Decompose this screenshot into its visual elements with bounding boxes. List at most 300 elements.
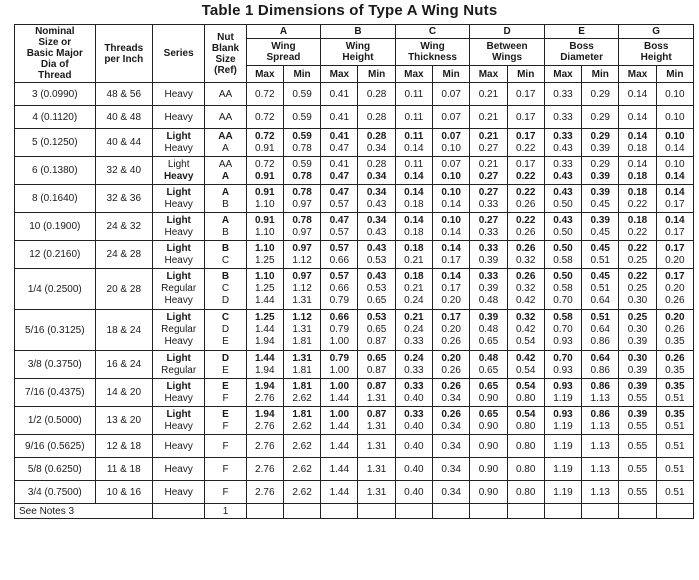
max-cell [321, 269, 358, 310]
table-row [15, 269, 694, 310]
max-cell-value: 0.33 [404, 336, 424, 347]
notes-empty-cell [582, 504, 619, 519]
min-cell-value: 0.26 [441, 336, 461, 347]
min-cell-value: 0.26 [665, 324, 685, 335]
max-cell-value: 0.40 [404, 440, 424, 452]
min-cell-value: 0.35 [665, 380, 685, 392]
min-cell [358, 213, 395, 241]
header-group-name-line: Spread [266, 52, 301, 63]
blank-size-cell [205, 83, 246, 106]
min-cell-value: 0.39 [590, 214, 610, 226]
min-cell-value: 0.14 [665, 142, 685, 154]
min-cell-value: 0.07 [441, 111, 461, 123]
max-cell [544, 241, 581, 269]
min-cell [433, 481, 470, 504]
min-cell-value: 0.17 [665, 198, 685, 210]
max-cell-value: 1.10 [255, 198, 275, 210]
min-cell-value: 0.14 [441, 226, 461, 238]
series-cell [152, 185, 204, 213]
min-cell-value: 0.35 [665, 336, 685, 347]
max-cell-value: 0.33 [553, 111, 573, 123]
max-cell-value: 0.33 [553, 88, 573, 100]
blank-size-cell-value: E [222, 380, 229, 392]
max-cell-value: 0.48 [478, 352, 499, 364]
max-cell [246, 435, 283, 458]
min-cell-value: 0.20 [665, 283, 685, 294]
max-cell [544, 481, 581, 504]
max-cell-value: 0.91 [255, 214, 275, 226]
min-cell-value: 0.26 [515, 271, 536, 282]
min-cell-value: 2.62 [292, 486, 312, 498]
max-cell [619, 83, 656, 106]
max-cell-value: 0.21 [404, 254, 424, 266]
max-cell-value: 0.50 [553, 198, 573, 210]
min-cell-value: 0.86 [590, 408, 610, 420]
wing-nut-dimensions-table [14, 24, 694, 519]
max-cell-value: 0.24 [404, 352, 424, 364]
max-cell [544, 379, 581, 407]
series-cell-value: Light [166, 130, 191, 142]
max-cell [395, 481, 432, 504]
header-group-letter: A [246, 25, 321, 39]
min-cell-value: 0.28 [366, 88, 387, 100]
min-cell [582, 213, 619, 241]
min-cell-value: 0.34 [366, 214, 387, 226]
max-cell [246, 458, 283, 481]
min-cell [433, 379, 470, 407]
max-cell-value: 0.93 [553, 380, 573, 392]
header-nominal-size-line: Thread [38, 70, 72, 81]
min-cell-value: 0.14 [441, 271, 461, 282]
max-cell-value: 0.50 [553, 226, 573, 238]
series-cell-value: Light [166, 186, 191, 198]
notes-empty-cell [395, 504, 432, 519]
min-cell-value: 0.53 [366, 312, 387, 323]
max-cell-value: 0.27 [478, 170, 499, 182]
min-cell [507, 83, 544, 106]
series-cell-value: Heavy [164, 392, 193, 404]
series-cell-value: Heavy [164, 88, 193, 100]
blank-size-cell-value: D [221, 295, 230, 306]
max-cell-value: 0.50 [553, 271, 573, 282]
max-cell-value: 0.57 [329, 198, 350, 210]
header-group-name-line: Boss [569, 41, 594, 52]
blank-size-cell-value: F [222, 420, 229, 432]
max-cell [544, 458, 581, 481]
notes-row [15, 504, 694, 519]
min-cell [582, 106, 619, 129]
min-cell-value: 0.87 [366, 380, 387, 392]
max-cell [619, 310, 656, 351]
series-cell-value: Heavy [164, 463, 193, 475]
max-cell-value: 0.14 [404, 142, 424, 154]
min-cell-value: 1.13 [590, 463, 610, 475]
threads-per-inch-cell: 24 & 32 [95, 213, 152, 241]
series-cell-value: Heavy [164, 254, 193, 266]
min-cell-value: 0.42 [515, 324, 536, 335]
header-group-name-line: Wing [420, 41, 445, 52]
max-cell [544, 106, 581, 129]
max-cell-value: 0.11 [404, 130, 424, 142]
blank-size-cell [205, 310, 246, 351]
min-cell [283, 407, 320, 435]
min-cell-value: 0.29 [590, 88, 610, 100]
min-cell-value: 2.62 [292, 463, 312, 475]
min-cell [507, 407, 544, 435]
max-cell-value: 0.50 [553, 242, 573, 254]
min-cell-value: 0.51 [665, 420, 685, 432]
min-cell-value: 0.39 [590, 186, 610, 198]
max-cell-value: 0.27 [478, 142, 499, 154]
series-cell [152, 241, 204, 269]
series-cell-value: Regular [161, 364, 197, 376]
max-cell [321, 351, 358, 379]
min-cell-value: 0.65 [366, 324, 387, 335]
min-cell [656, 407, 693, 435]
min-cell [582, 407, 619, 435]
min-cell [433, 241, 470, 269]
min-cell-value: 0.10 [441, 170, 461, 182]
min-cell-value: 0.29 [590, 130, 610, 142]
max-cell-value: 0.91 [255, 186, 275, 198]
min-cell-value: 0.26 [441, 408, 461, 420]
nominal-size-cell: 1/4 (0.2500) [15, 269, 96, 310]
min-cell-value: 0.87 [366, 408, 387, 420]
max-cell [470, 106, 507, 129]
max-cell-value: 0.55 [627, 486, 648, 498]
max-cell-value: 1.19 [553, 392, 573, 404]
max-cell-value: 0.70 [553, 324, 573, 335]
max-cell-value: 0.22 [627, 242, 648, 254]
header-group-name [544, 39, 619, 66]
header-nominal-size-line: Dia of [40, 59, 69, 70]
notes-empty-cell [544, 504, 581, 519]
min-cell-value: 0.10 [441, 142, 461, 154]
max-cell [321, 435, 358, 458]
header-group-name [619, 39, 694, 66]
min-cell [507, 379, 544, 407]
blank-size-cell-value: C [221, 312, 230, 323]
min-cell [433, 310, 470, 351]
max-cell-value: 0.18 [404, 271, 424, 282]
min-cell [283, 458, 320, 481]
max-cell-value: 0.18 [404, 226, 424, 238]
min-cell-value: 1.12 [292, 283, 312, 294]
header-nominal-size-line: Basic Major [26, 48, 83, 59]
max-cell-value: 0.39 [627, 380, 648, 392]
max-cell-value: 0.55 [627, 392, 648, 404]
threads-per-inch-cell: 20 & 28 [95, 269, 152, 310]
table-title: Table 1 Dimensions of Type A Wing Nuts [201, 2, 498, 19]
table-row [15, 129, 694, 157]
min-cell-value: 0.35 [665, 364, 685, 376]
min-cell [283, 129, 320, 157]
max-cell-value: 1.19 [553, 463, 573, 475]
series-cell-value: Regular [161, 283, 197, 294]
min-cell-value: 0.32 [515, 283, 536, 294]
blank-size-cell [205, 407, 246, 435]
max-cell-value: 0.18 [404, 198, 424, 210]
max-cell [395, 435, 432, 458]
header-group-name-line: Wing [345, 41, 371, 52]
min-cell-value: 0.39 [590, 170, 610, 182]
max-cell [395, 310, 432, 351]
min-cell-value: 0.17 [515, 130, 536, 142]
notes-empty-cell [619, 504, 656, 519]
notes-empty-cell [358, 504, 395, 519]
max-cell [321, 185, 358, 213]
min-cell-value: 0.86 [590, 380, 610, 392]
min-cell-value: 0.51 [665, 440, 685, 452]
header-max: Max [544, 66, 581, 83]
threads-per-inch-cell: 14 & 20 [95, 379, 152, 407]
min-cell-value: 0.14 [441, 198, 461, 210]
max-cell-value: 1.10 [255, 242, 275, 254]
max-cell [246, 269, 283, 310]
max-cell [395, 407, 432, 435]
min-cell [582, 435, 619, 458]
series-cell [152, 106, 204, 129]
header-group-name-line: Thickness [408, 52, 457, 63]
min-cell-value: 0.65 [366, 352, 387, 364]
max-cell [544, 351, 581, 379]
min-cell [433, 185, 470, 213]
max-cell-value: 0.14 [627, 158, 648, 170]
min-cell-value: 1.31 [366, 463, 387, 475]
min-cell [507, 129, 544, 157]
min-cell-value: 0.10 [665, 88, 685, 100]
min-cell [656, 310, 693, 351]
max-cell [619, 106, 656, 129]
table-row [15, 106, 694, 129]
max-cell-value: 0.43 [553, 186, 573, 198]
table-row [15, 185, 694, 213]
min-cell-value: 0.17 [441, 312, 461, 323]
series-cell-value: Heavy [164, 336, 193, 347]
max-cell-value: 1.00 [329, 380, 350, 392]
min-cell [507, 157, 544, 185]
min-cell [283, 435, 320, 458]
threads-per-inch-cell: 40 & 48 [95, 106, 152, 129]
max-cell [246, 213, 283, 241]
min-cell-value: 0.32 [515, 312, 536, 323]
max-cell-value: 0.90 [478, 392, 499, 404]
max-cell [544, 213, 581, 241]
max-cell-value: 0.33 [478, 226, 499, 238]
min-cell-value: 0.26 [441, 364, 461, 376]
table-row [15, 83, 694, 106]
min-cell-value: 0.97 [292, 271, 312, 282]
min-cell [358, 351, 395, 379]
max-cell [470, 185, 507, 213]
max-cell-value: 1.44 [329, 420, 350, 432]
min-cell [582, 351, 619, 379]
min-cell [358, 83, 395, 106]
threads-per-inch-cell: 24 & 28 [95, 241, 152, 269]
max-cell [395, 379, 432, 407]
header-group-letter: D [470, 25, 545, 39]
min-cell [358, 379, 395, 407]
max-cell [246, 379, 283, 407]
max-cell-value: 0.30 [627, 324, 648, 335]
max-cell-value: 0.21 [478, 111, 499, 123]
min-cell [656, 83, 693, 106]
max-cell-value: 0.25 [627, 254, 648, 266]
min-cell-value: 0.78 [292, 214, 312, 226]
blank-size-cell [205, 379, 246, 407]
min-cell-value: 0.10 [441, 214, 461, 226]
max-cell [470, 241, 507, 269]
min-cell-value: 0.14 [665, 170, 685, 182]
max-cell [321, 407, 358, 435]
max-cell-value: 0.18 [404, 242, 424, 254]
table-row [15, 379, 694, 407]
series-cell [152, 351, 204, 379]
min-cell-value: 0.20 [441, 352, 461, 364]
min-cell-value: 0.51 [590, 312, 610, 323]
min-cell [283, 241, 320, 269]
min-cell-value: 0.42 [515, 352, 536, 364]
max-cell-value: 1.10 [255, 226, 275, 238]
max-cell [470, 83, 507, 106]
max-cell [321, 129, 358, 157]
min-cell-value: 1.13 [590, 486, 610, 498]
min-cell-value: 0.43 [366, 198, 387, 210]
series-cell [152, 379, 204, 407]
min-cell [507, 351, 544, 379]
min-cell-value: 0.34 [441, 463, 461, 475]
min-cell [656, 185, 693, 213]
max-cell [470, 458, 507, 481]
threads-per-inch-cell: 16 & 24 [95, 351, 152, 379]
max-cell [246, 481, 283, 504]
min-cell-value: 0.26 [515, 198, 536, 210]
min-cell-value: 0.54 [515, 336, 536, 347]
min-cell-value: 0.51 [665, 463, 685, 475]
header-group-letter: G [619, 25, 694, 39]
notes-empty-cell [433, 504, 470, 519]
min-cell-value: 0.32 [515, 254, 536, 266]
threads-per-inch-cell: 12 & 18 [95, 435, 152, 458]
header-nominal-size-line: Size or [38, 37, 72, 48]
max-cell [619, 379, 656, 407]
blank-size-cell-value: B [221, 271, 230, 282]
header-nominal-size [15, 25, 96, 83]
max-cell-value: 0.33 [478, 242, 499, 254]
see-notes-label: See Notes 3 [15, 504, 153, 519]
header-group-name [470, 39, 545, 66]
max-cell-value: 0.33 [478, 271, 499, 282]
max-cell-value: 1.44 [329, 463, 350, 475]
max-cell [619, 351, 656, 379]
min-cell [358, 185, 395, 213]
blank-size-cell-value: E [222, 364, 229, 376]
max-cell [321, 106, 358, 129]
min-cell-value: 0.80 [515, 392, 536, 404]
max-cell-value: 0.41 [329, 158, 350, 170]
max-cell-value: 0.41 [329, 88, 350, 100]
series-cell [152, 481, 204, 504]
blank-size-cell-value: A [221, 170, 230, 182]
header-group-name-line: Wing [271, 41, 296, 52]
table-row [15, 351, 694, 379]
series-cell-value: Heavy [163, 170, 194, 182]
max-cell [395, 458, 432, 481]
max-cell-value: 0.22 [627, 226, 648, 238]
min-cell-value: 0.87 [366, 364, 387, 376]
max-cell-value: 1.94 [255, 408, 275, 420]
max-cell-value: 0.72 [255, 130, 275, 142]
max-cell [395, 269, 432, 310]
min-cell-value: 0.34 [366, 186, 387, 198]
header-max: Max [619, 66, 656, 83]
blank-size-cell-value: E [222, 336, 229, 347]
header-max: Max [321, 66, 358, 83]
nominal-size-cell: 4 (0.1120) [15, 106, 96, 129]
max-cell [321, 213, 358, 241]
max-cell [395, 185, 432, 213]
max-cell-value: 0.93 [553, 364, 573, 376]
blank-size-cell-value: A [221, 186, 230, 198]
max-cell-value: 0.21 [478, 88, 499, 100]
min-cell-value: 0.65 [366, 295, 387, 306]
max-cell [246, 407, 283, 435]
min-cell [507, 241, 544, 269]
max-cell-value: 0.72 [255, 158, 275, 170]
max-cell-value: 0.18 [627, 142, 648, 154]
max-cell-value: 0.39 [478, 283, 499, 294]
max-cell-value: 0.22 [627, 198, 648, 210]
max-cell-value: 0.65 [478, 380, 499, 392]
min-cell-value: 0.07 [441, 130, 461, 142]
max-cell-value: 0.14 [627, 111, 648, 123]
max-cell-value: 0.58 [553, 283, 573, 294]
max-cell-value: 0.33 [404, 364, 424, 376]
min-cell-value: 0.53 [366, 254, 387, 266]
notes-empty-cell [283, 504, 320, 519]
max-cell [246, 83, 283, 106]
max-cell-value: 0.72 [255, 111, 275, 123]
max-cell [395, 157, 432, 185]
series-cell [152, 458, 204, 481]
header-min: Min [283, 66, 320, 83]
max-cell-value: 0.11 [404, 158, 424, 170]
max-cell [246, 106, 283, 129]
max-cell-value: 0.43 [553, 214, 573, 226]
blank-size-cell [205, 351, 246, 379]
min-cell-value: 0.26 [515, 226, 536, 238]
notes-empty-cell [507, 504, 544, 519]
nominal-size-cell: 5/16 (0.3125) [15, 310, 96, 351]
min-cell-value: 0.64 [590, 352, 610, 364]
max-cell-value: 0.11 [404, 111, 424, 123]
max-cell-value: 1.19 [553, 440, 573, 452]
blank-size-cell-value: F [222, 463, 229, 475]
min-cell [283, 351, 320, 379]
header-group-name [246, 39, 321, 66]
header-nominal-size-line: Nominal [35, 26, 75, 37]
max-cell [321, 241, 358, 269]
min-cell [283, 213, 320, 241]
min-cell-value: 0.17 [665, 242, 685, 254]
max-cell-value: 0.43 [553, 142, 573, 154]
min-cell-value: 0.28 [366, 130, 387, 142]
max-cell-value: 0.24 [404, 295, 424, 306]
min-cell-value: 0.80 [515, 486, 536, 498]
min-cell-value: 0.26 [515, 242, 536, 254]
max-cell-value: 0.41 [329, 111, 350, 123]
max-cell-value: 0.40 [404, 463, 424, 475]
